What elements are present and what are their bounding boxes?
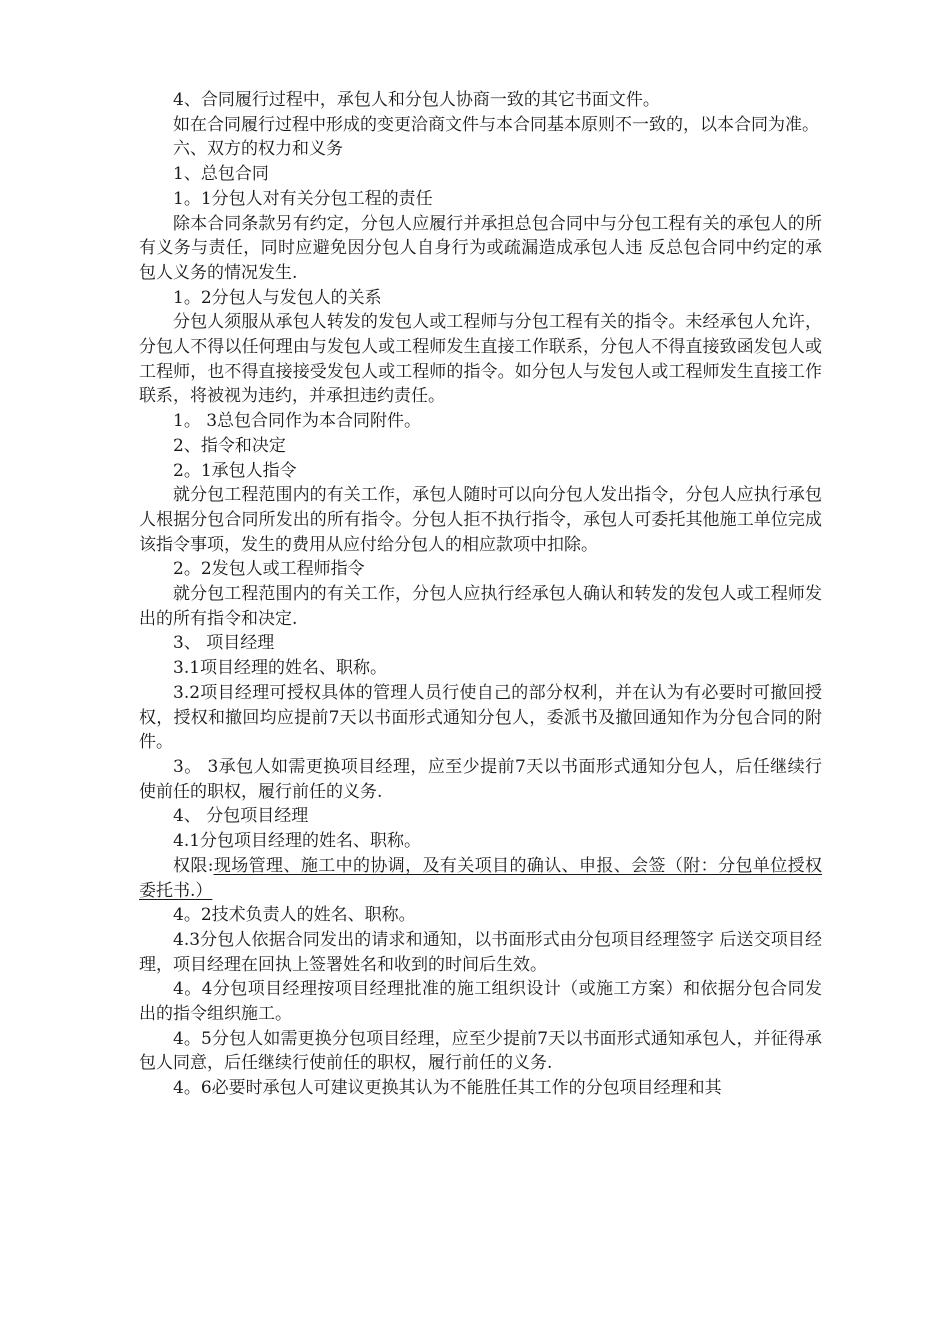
clause-4-5: 4。5分包人如需更换分包项目经理，应至少提前7天以书面形式通知承包人，并征得承包人同意，后任继续行使前任的职权，履行前任的义务. xyxy=(139,1028,822,1074)
clause-heading-1-2: 1。2分包人与发包人的关系 xyxy=(173,287,382,308)
clause-1-3: 1。 3总包合同作为本合同附件。 xyxy=(173,411,422,432)
clause-body-1-2: 分包人须服从承包人转发的发包人或工程师与分包工程有关的指令。未经承包人允许，分包人不得以任何理由与发包人或工程师发生直接工作联系，分包人不得直接致函发包人或工程师，也不得直接接受发包人或工程师的指令。如分包人与发包人或工程师发生直接工作联系，将被视为违约，并承担违约责任。 xyxy=(139,312,822,407)
clause-3-2: 3.2项目经理可授权具体的管理人员行使自己的部分权利，并在认为有必要时可撤回授权，授权和撤回均应提前7天以书面形式通知分包人，委派书及撤回通知作为分包合同的附件。 xyxy=(139,682,822,753)
contract-text-body xyxy=(139,88,822,1101)
clause-heading-2: 2、指令和决定 xyxy=(173,435,286,456)
clause-4-1: 4.1分包项目经理的姓名、职称。 xyxy=(173,831,422,852)
clause-body-2-1: 就分包工程范围内的有关工作，承包人随时可以向分包人发出指令，分包人应执行承包人根据分包合同所发出的所有指令。分包人拒不执行指令，承包人可委托其他施工单位完成该指令事项，发生的费用从应付给分包人的相应款项中扣除。 xyxy=(139,485,822,555)
authority-text: 现场管理、施工中的协调，及有关项目的确认、申报、会签（附：分包单位授权委托书.） xyxy=(139,855,822,901)
paragraph-precedence-rule: 如在合同履行过程中形成的变更洽商文件与本合同基本原则不一致的，以本合同为准。 xyxy=(173,114,819,135)
authority-label: 权限: xyxy=(173,855,214,876)
clause-4-4: 4。4分包项目经理按项目经理批准的施工组织设计（或施工方案）和依据分包合同发出的指令组织施工。 xyxy=(139,979,822,1025)
clause-4-3: 4.3分包人依据合同发出的请求和通知，以书面形式由分包项目经理签字 后送交项目经理，项目经理在回执上签署姓名和收到的时间后生效。 xyxy=(139,929,822,975)
clause-4-6: 4。6必要时承包人可建议更换其认为不能胜任其工作的分包项目经理和其 xyxy=(173,1078,722,1099)
clause-heading-2-2: 2。2发包人或工程师指令 xyxy=(173,559,365,580)
clause-3-1: 3.1项目经理的姓名、职称。 xyxy=(173,658,388,679)
clause-body-2-2: 就分包工程范围内的有关工作，分包人应执行经承包人确认和转发的发包人或工程师发出的所有指令和决定. xyxy=(139,584,822,629)
clause-authority xyxy=(139,854,822,903)
clause-heading-1: 1、总包合同 xyxy=(173,164,269,185)
paragraph-clause-4-other-documents: 4、合同履行过程中，承包人和分包人协商一致的其它书面文件。 xyxy=(173,90,660,110)
clause-4-2: 4。2技术负责人的姓名、职称。 xyxy=(173,905,416,926)
clause-heading-1-1: 1。1分包人对有关分包工程的责任 xyxy=(173,188,433,209)
clause-heading-2-1: 2。1承包人指令 xyxy=(173,460,297,481)
clause-body-1-1: 除本合同条款另有约定，分包人应履行并承担总包合同中与分包工程有关的承包人的所有义务与责任，同时应避免因分包人自身行为或疏漏造成承包人违 反总包合同中约定的承包人义务的情况发生. xyxy=(139,213,822,283)
section-heading-rights-obligations: 六、双方的权力和义务 xyxy=(173,139,343,160)
clause-3-3: 3。 3承包人如需更换项目经理，应至少提前7天以书面形式通知分包人，后任继续行使前任的职权，履行前任的义务. xyxy=(139,756,822,802)
clause-heading-4: 4、 分包项目经理 xyxy=(173,806,309,827)
clause-heading-3: 3、 项目经理 xyxy=(173,633,275,654)
